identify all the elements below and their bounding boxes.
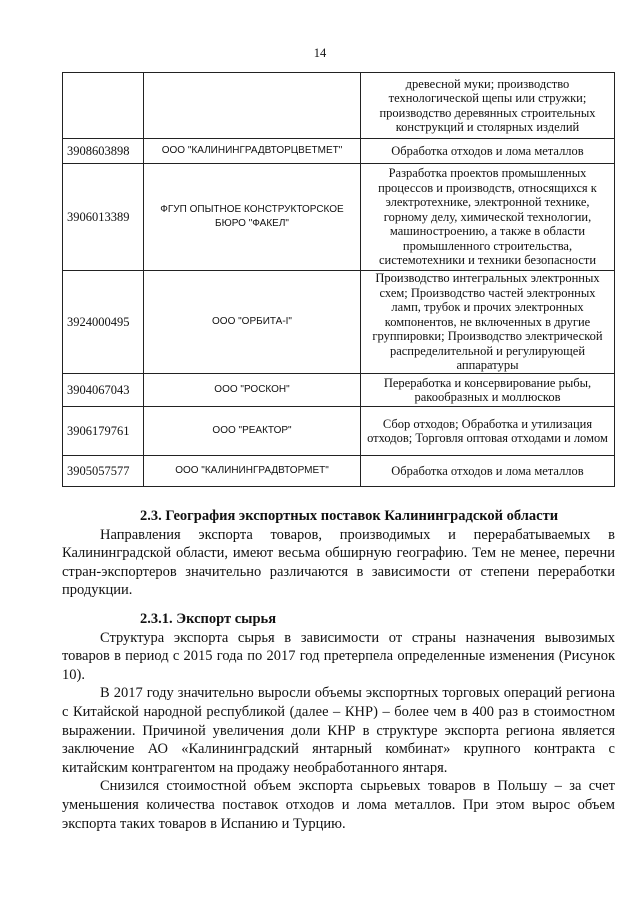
section-heading: 2.3.1. Экспорт сырья (140, 611, 277, 627)
table-row (63, 271, 615, 374)
page-number: 14 (313, 46, 327, 60)
activity-cell: Обработка отходов и лома металлов (361, 456, 615, 487)
table-row (63, 456, 615, 487)
inn-cell: 3924000495 (63, 271, 144, 374)
section-2-3 (62, 507, 615, 600)
activity-cell: Разработка проектов промышленных процессов и производств, относящихся к электротехнике, электронной технике, горному делу, химической технологии, машиностроению, а также в области промышленного строительства, системотехники и техники безопасности (361, 164, 615, 271)
table-row (63, 374, 615, 407)
inn-cell (63, 73, 144, 139)
paragraph: Снизился стоимостной объем экспорта сырьевых товаров в Польшу – за счет уменьшения количества поставок отходов и лома металлов. При этом вырос объем экспорта таких товаров в Испанию и Турцию. (62, 778, 615, 832)
activity-cell: древесной муки; производство технологической щепы или стружки; производство деревянных строительных конструкций и столярных изделий (361, 73, 615, 139)
companies-table (62, 72, 615, 487)
paragraph: Направления экспорта товаров, производимых и перерабатываемых в Калининградской области, имеют весьма обширную географию. Тем не менее, перечни стран-экспортеров значительно различаются в зависимости от степени переработки продукции. (62, 526, 615, 599)
section-heading: 2.3. География экспортных поставок Калининградской области (140, 508, 559, 524)
company-name-cell: ООО "КАЛИНИНГРАДВТОРЦВЕТМЕТ" (144, 139, 361, 164)
company-name-cell: ООО "РЕАКТОР" (144, 407, 361, 456)
company-name-cell: ООО "РОСКОН" (144, 374, 361, 407)
activity-cell: Производство интегральных электронных схем; Производство частей электронных ламп, трубок и прочих электронных компонентов, не включенных в другие группировки; Производство электрической распределительной и регулирующей аппаратуры (361, 271, 615, 374)
paragraph: В 2017 году значительно выросли объемы экспортных торговых операций региона с Китайской народной республикой (далее – КНР) – более чем в 400 раз в стоимостном выражении. Причиной увеличения доли КНР в структуре экспорта региона является заключение АО «Калининградский янтарный комбинат» крупного контракта с китайским контрагентом на продажу необработанного янтаря. (62, 685, 615, 776)
activity-cell: Переработка и консервирование рыбы, ракообразных и моллюсков (361, 374, 615, 407)
inn-cell: 3906179761 (63, 407, 144, 456)
company-name-cell: ООО "ОРБИТА-I" (144, 271, 361, 374)
table-row (63, 407, 615, 456)
inn-cell: 3908603898 (63, 139, 144, 164)
table-row (63, 73, 615, 139)
table-row (63, 139, 615, 164)
activity-cell: Обработка отходов и лома металлов (361, 139, 615, 164)
inn-cell: 3905057577 (63, 456, 144, 487)
inn-cell: 3904067043 (63, 374, 144, 407)
company-name-cell: ФГУП ОПЫТНОЕ КОНСТРУКТОРСКОЕ БЮРО "ФАКЕЛ" (144, 164, 361, 271)
inn-cell: 3906013389 (63, 164, 144, 271)
company-name-cell: ООО "КАЛИНИНГРАДВТОРМЕТ" (144, 456, 361, 487)
paragraph: Структура экспорта сырья в зависимости от страны назначения вывозимых товаров в период с 2015 года по 2017 год претерпела определенные изменения (Рисунок 10). (62, 629, 615, 683)
company-name-cell (144, 73, 361, 139)
table-row (63, 164, 615, 271)
activity-cell: Сбор отходов; Обработка и утилизация отходов; Торговля оптовая отходами и ломом (361, 407, 615, 456)
section-2-3-1 (62, 610, 615, 833)
